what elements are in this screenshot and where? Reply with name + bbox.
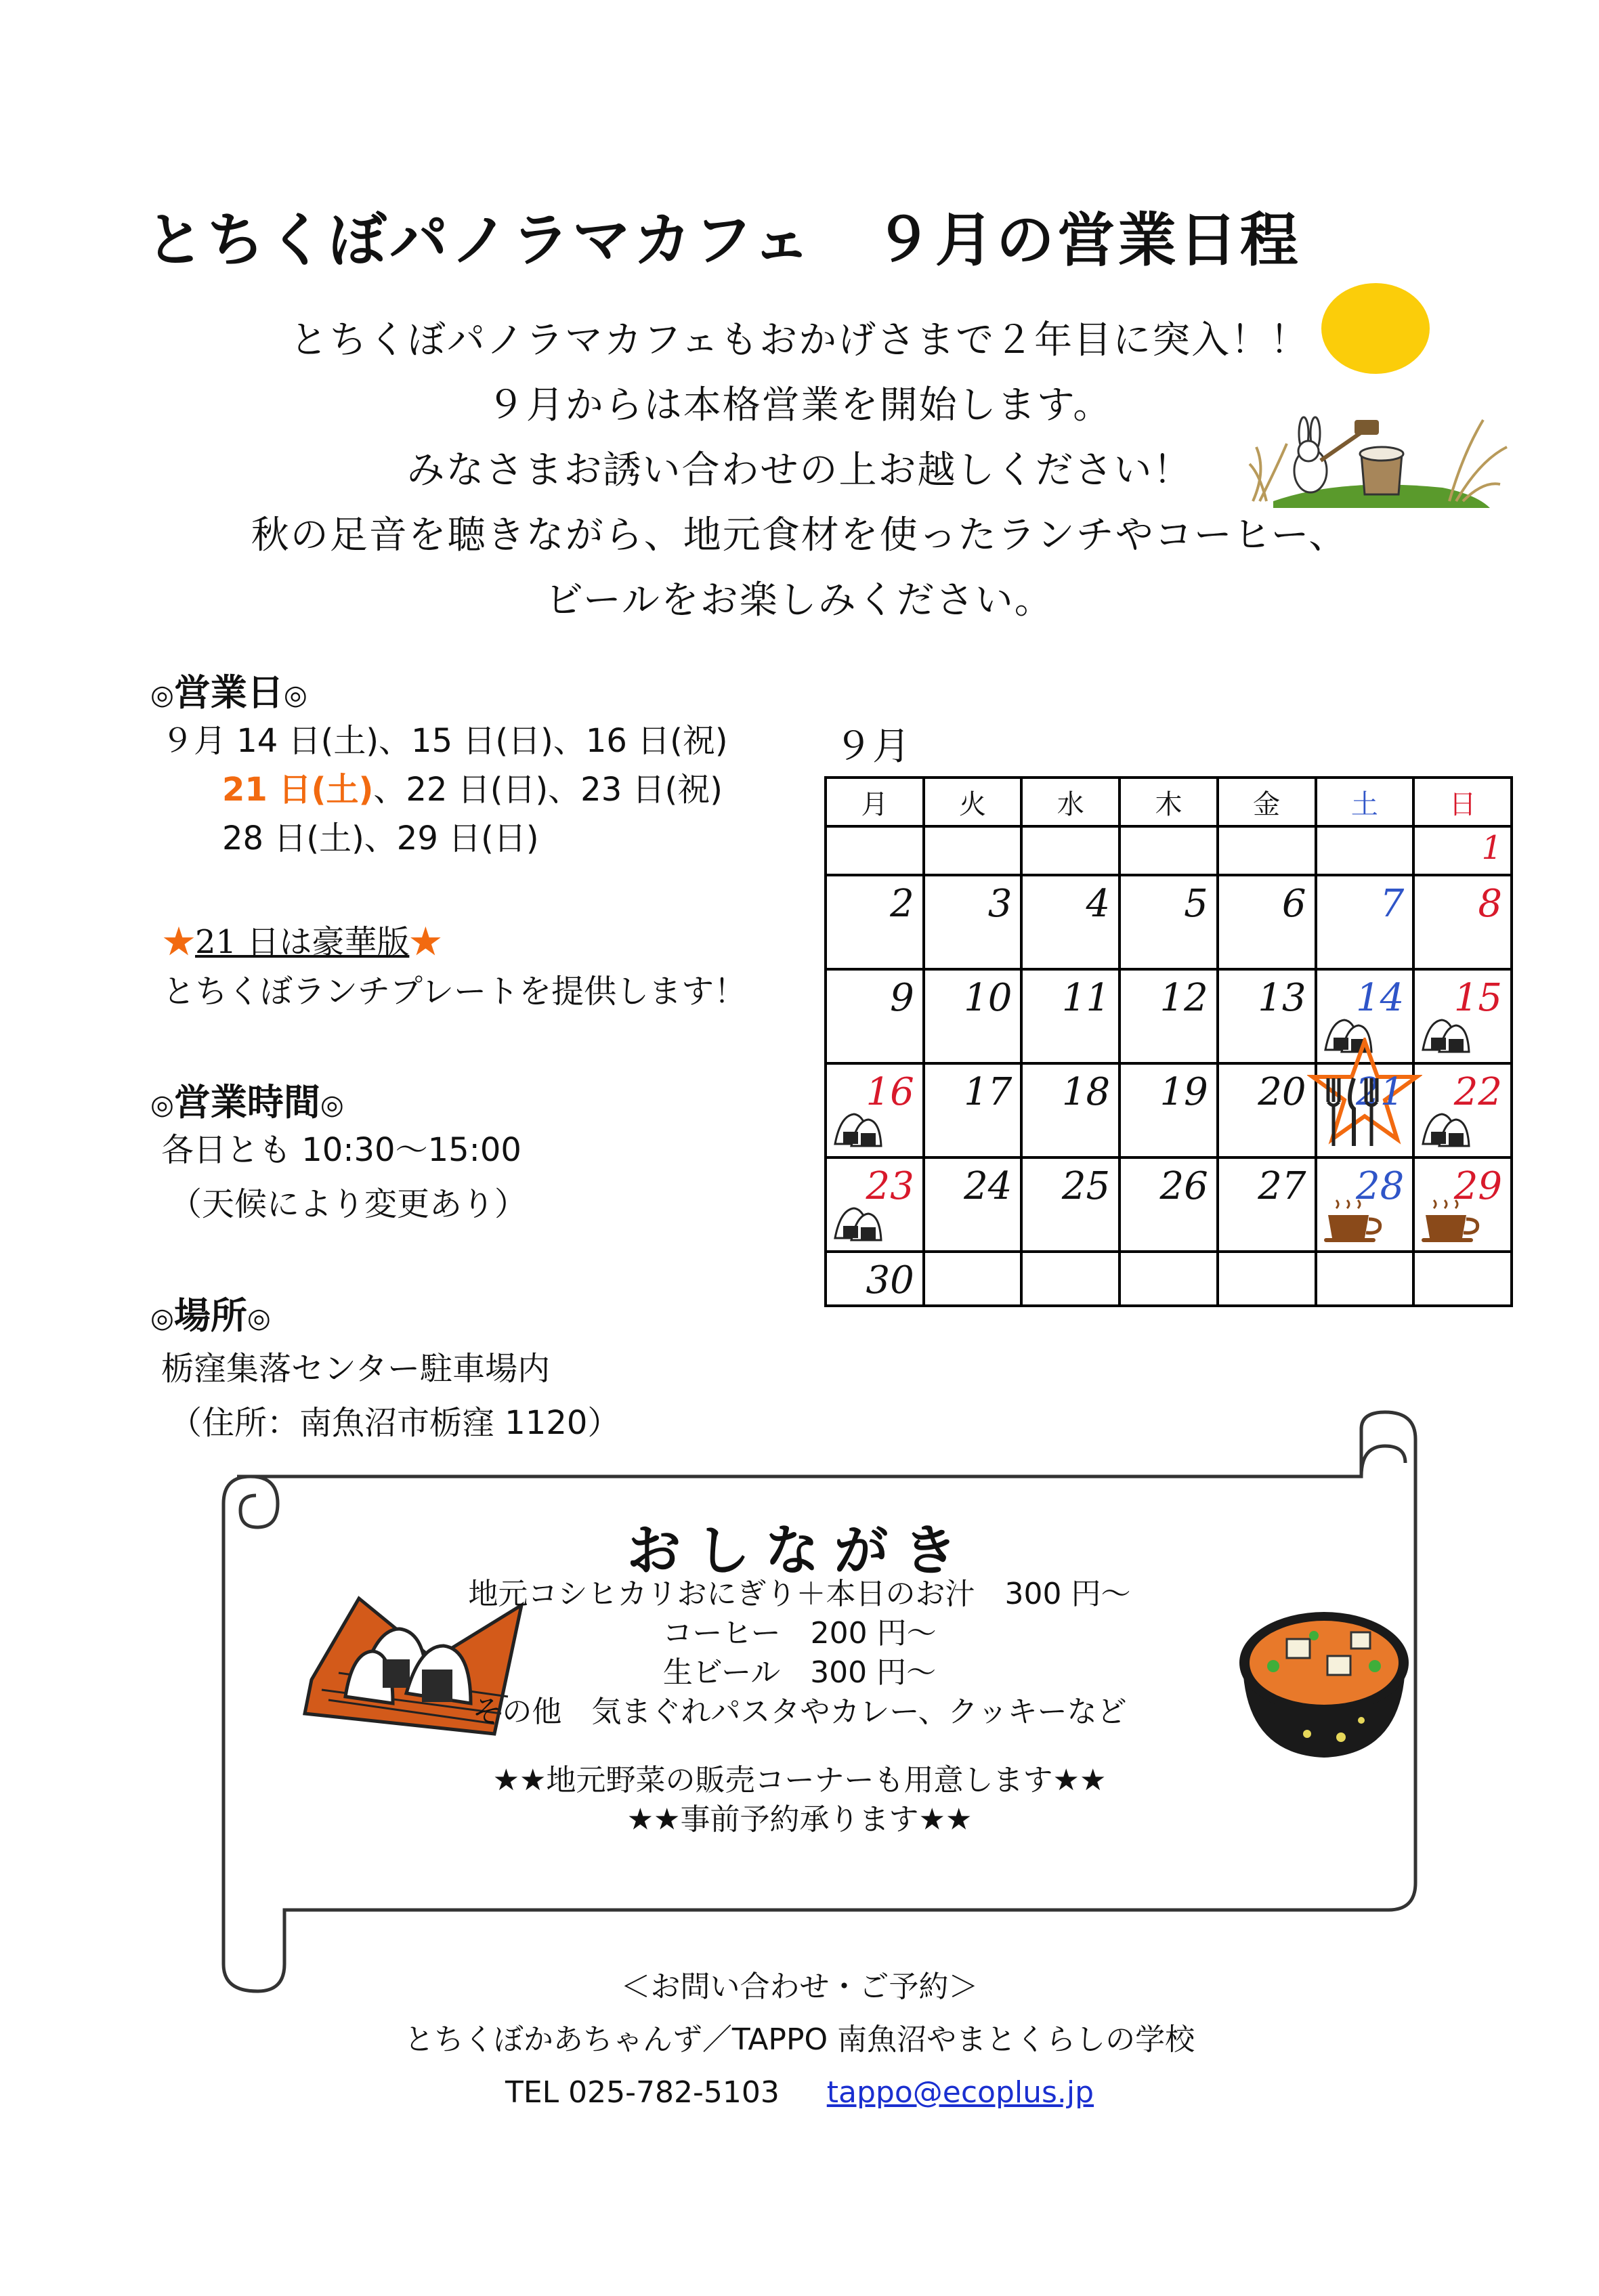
calendar-day-number: 30 [866, 1258, 914, 1302]
intro-line: みなさまお誘い合わせの上お越しください！ [406, 448, 1193, 492]
calendar-day-30 [826, 1252, 924, 1306]
calendar-day-21 [1316, 1063, 1414, 1157]
page-title: とちくぼパノラマカフェ ９月の営業日程 [146, 207, 1301, 274]
calendar-week-row [826, 1063, 1512, 1157]
calendar-empty-cell [1413, 1252, 1512, 1306]
contact-line [0, 2066, 1599, 2119]
calendar-day-10 [924, 969, 1022, 1063]
menu-note: ★★事前予約承ります★★ [626, 1802, 973, 1837]
calendar-empty-cell [1316, 1252, 1414, 1306]
cutlery-icon [1321, 1075, 1386, 1152]
calendar-day-19 [1120, 1063, 1218, 1157]
calendar-day-9 [826, 969, 924, 1063]
calendar-empty-cell [1021, 826, 1120, 875]
bullseye-icon: ◎ [320, 1089, 344, 1121]
calendar-day-number: 17 [964, 1070, 1012, 1114]
onigiri-icon [831, 1109, 884, 1152]
special-body: とちくぼランチプレートを提供します！ [163, 973, 747, 1011]
calendar-day-number: 20 [1258, 1070, 1306, 1114]
calendar-day-29 [1413, 1157, 1512, 1252]
calendar-day-15 [1413, 969, 1512, 1063]
bullseye-icon: ◎ [247, 1302, 271, 1334]
calendar-empty-cell [1316, 826, 1414, 875]
bullseye-icon: ◎ [150, 679, 174, 711]
calendar-day-number: 11 [1061, 976, 1111, 1020]
calendar-empty-cell [924, 1252, 1022, 1306]
menu-items [0, 1575, 1599, 1732]
calendar-empty-cell [1218, 1252, 1316, 1306]
calendar-day-number: 9 [890, 976, 914, 1020]
place-line1: 栃窪集落センター駐車場内 [161, 1350, 551, 1388]
calendar-day-number: 7 [1380, 882, 1405, 926]
calendar-day-27 [1218, 1157, 1316, 1252]
calendar-day-number: 28 [1355, 1164, 1405, 1208]
business-days-line2: 21 日(土)、22 日(日)、23 日(祝) [222, 771, 723, 809]
calendar-table [824, 776, 1513, 1307]
hours-heading: ◎営業時間◎ [150, 1081, 344, 1124]
calendar-day-number: 10 [964, 976, 1012, 1020]
calendar-day-23 [826, 1157, 924, 1252]
weekday-header: 水 [1021, 778, 1120, 826]
calendar-day-number: 21 [1355, 1070, 1405, 1114]
menu-item: その他 気まぐれパスタやカレー、クッキーなど [472, 1695, 1127, 1729]
hours-line2: （天候により変更あり） [169, 1185, 528, 1223]
bullseye-icon: ◎ [150, 1089, 174, 1121]
calendar-day-number: 15 [1453, 976, 1502, 1020]
calendar-day-25 [1021, 1157, 1120, 1252]
calendar-day-7 [1316, 875, 1414, 969]
calendar-day-number: 27 [1258, 1164, 1306, 1208]
contact-tel: TEL 025-782-5103 [505, 2075, 780, 2110]
calendar-day-4 [1021, 875, 1120, 969]
calendar-week-row [826, 1157, 1512, 1252]
weekday-header: 土 [1316, 778, 1414, 826]
calendar-day-20 [1218, 1063, 1316, 1157]
intro-line: とちくぼパノラマカフェもおかげさまで２年目に突入！！ [289, 318, 1310, 362]
menu-notes [0, 1761, 1599, 1840]
calendar-day-number: 5 [1184, 882, 1208, 926]
calendar-day-22 [1413, 1063, 1512, 1157]
calendar-month-label: ９月 [834, 725, 910, 769]
calendar-empty-cell [1120, 826, 1218, 875]
menu-item: コーヒー 200 円～ [662, 1616, 937, 1651]
weekday-header: 日 [1413, 778, 1512, 826]
hours-line1: 各日とも 10:30～15:00 [161, 1131, 521, 1169]
place-line2: （住所：南魚沼市栃窪 1120） [169, 1404, 620, 1442]
weekday-header: 金 [1218, 778, 1316, 826]
calendar-day-number: 4 [1086, 882, 1111, 926]
calendar-day-number: 2 [890, 882, 914, 926]
calendar-day-28 [1316, 1157, 1414, 1252]
contact-block [0, 1961, 1599, 2119]
calendar-day-number: 22 [1453, 1070, 1502, 1114]
calendar-day-number: 3 [987, 882, 1012, 926]
calendar-week-row [826, 826, 1512, 875]
calendar-week-row [826, 875, 1512, 969]
place-heading: ◎場所◎ [150, 1294, 271, 1337]
calendar-empty-cell [1120, 1252, 1218, 1306]
calendar-day-number: 19 [1159, 1070, 1208, 1114]
calendar-day-13 [1218, 969, 1316, 1063]
calendar-day-number: 24 [964, 1164, 1012, 1208]
intro-line: ビールをお楽しみください。 [545, 578, 1054, 622]
calendar-empty-cell [826, 826, 924, 875]
contact-org: とちくぼかあちゃんず／TAPPO 南魚沼やまとくらしの学校 [404, 2022, 1195, 2057]
business-days-line3: 28 日(土)、29 日(日) [222, 820, 539, 857]
onigiri-icon [1419, 1015, 1472, 1058]
calendar-empty-cell [924, 826, 1022, 875]
business-days-heading: ◎営業日◎ [150, 671, 307, 714]
calendar-day-number: 8 [1478, 882, 1502, 926]
star-icon: ★ [163, 923, 196, 961]
calendar-day-number: 6 [1281, 882, 1306, 926]
coffee-cup-icon [1419, 1196, 1484, 1246]
calendar-empty-cell [1021, 1252, 1120, 1306]
calendar-day-number: 23 [866, 1164, 914, 1208]
calendar-day-24 [924, 1157, 1022, 1252]
menu-note: ★★地元野菜の販売コーナーも用意します★★ [492, 1763, 1107, 1798]
calendar-day-11 [1021, 969, 1120, 1063]
star-icon: ★ [409, 923, 442, 961]
menu-item: 地元コシヒカリおにぎり＋本日のお汁 300 円～ [468, 1577, 1131, 1611]
menu-item: 生ビール 300 円～ [662, 1655, 937, 1690]
calendar-day-3 [924, 875, 1022, 969]
calendar-day-number: 13 [1258, 976, 1306, 1020]
calendar-day-26 [1120, 1157, 1218, 1252]
highlight-date: 21 日(土) [222, 771, 374, 809]
calendar-day-8 [1413, 875, 1512, 969]
coffee-cup-icon [1321, 1196, 1386, 1246]
weekday-header: 火 [924, 778, 1022, 826]
calendar-day-1 [1413, 826, 1512, 875]
special-title: ★21 日は豪華版★ [163, 923, 442, 961]
calendar-day-16 [826, 1063, 924, 1157]
intro-line: ９月からは本格営業を開始します。 [486, 383, 1113, 427]
weekday-header: 木 [1120, 778, 1218, 826]
calendar-day-17 [924, 1063, 1022, 1157]
menu-title: おしながき [626, 1519, 973, 1582]
calendar-day-12 [1120, 969, 1218, 1063]
intro-line: 秋の足音を聴きながら、地元食材を使ったランチやコーヒー、 [251, 513, 1348, 557]
calendar-day-number: 25 [1061, 1164, 1111, 1208]
calendar-day-5 [1120, 875, 1218, 969]
business-days-line1: ９月 14 日(土)、15 日(日)、16 日(祝) [161, 722, 728, 760]
calendar-day-number: 29 [1453, 1164, 1502, 1208]
bullseye-icon: ◎ [283, 679, 307, 711]
calendar-empty-cell [1218, 826, 1316, 875]
calendar-day-number: 18 [1061, 1070, 1111, 1114]
onigiri-icon [831, 1203, 884, 1246]
weekday-header: 月 [826, 778, 924, 826]
calendar-day-18 [1021, 1063, 1120, 1157]
calendar-day-2 [826, 875, 924, 969]
calendar-day-number: 16 [866, 1070, 914, 1114]
calendar-day-number: 14 [1355, 976, 1405, 1020]
intro-text [0, 308, 1599, 633]
calendar-day-number: 12 [1159, 976, 1208, 1020]
contact-email-link[interactable]: tappo@ecoplus.jp [826, 2075, 1094, 2110]
calendar-day-number: 26 [1159, 1164, 1208, 1208]
bullseye-icon: ◎ [150, 1302, 174, 1334]
onigiri-icon [1419, 1109, 1472, 1152]
calendar-day-6 [1218, 875, 1316, 969]
contact-heading: ＜お問い合わせ・ご予約＞ [620, 1970, 979, 2004]
calendar-day-number: 1 [1481, 829, 1502, 867]
calendar-week-row [826, 1252, 1512, 1306]
